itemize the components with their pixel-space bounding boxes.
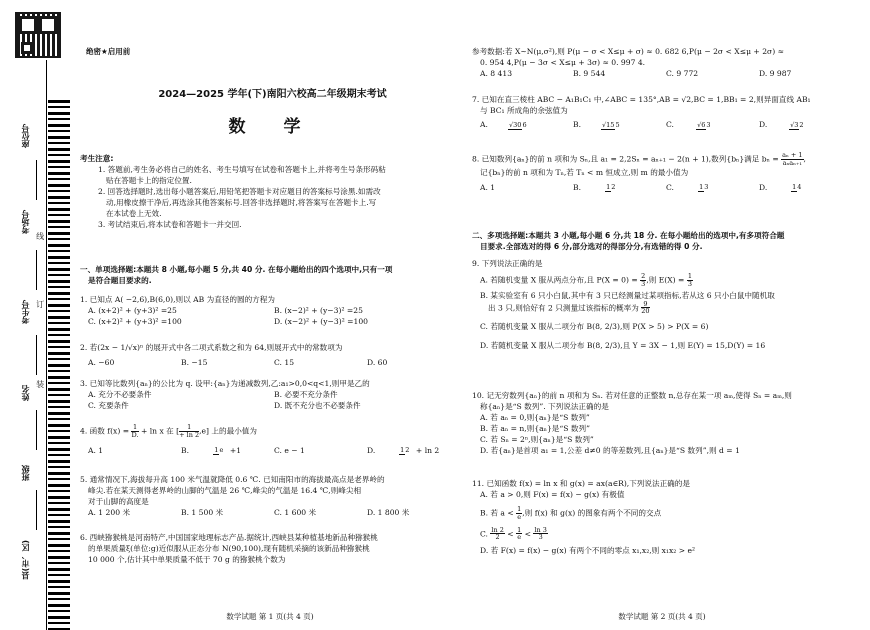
question-10 xyxy=(472,390,852,456)
option-b: B. −15 xyxy=(181,358,208,367)
question-stem: 与 BC₁ 所成角的余弦值为 xyxy=(480,106,568,115)
note-line: 在本试卷上无效. xyxy=(106,209,162,218)
question-stem: 9. 下列说法正确的是 xyxy=(472,259,543,268)
section-line: 是符合题目要求的. xyxy=(88,276,152,285)
barcode-strip xyxy=(48,100,70,630)
seat-number-label: 座位号 xyxy=(21,124,30,148)
binomial-expr: (2x − 1/√x)ⁿ xyxy=(97,343,144,352)
option-c: C. 若 Sₙ = 2ⁿ,则{aₙ}是“S 数列” xyxy=(480,435,594,444)
exam-room-line xyxy=(36,250,37,290)
option-d: D. 既不充分也不必要条件 xyxy=(274,401,361,410)
question-6-continued xyxy=(472,46,852,79)
option-d: D. 14 xyxy=(759,182,802,192)
right-page xyxy=(472,0,862,630)
question-stem: 7. 已知在直三棱柱 ABC − A₁B₁C₁ 中,∠ABC = 135°,AB = √2,BC = 1,BB₁ = 2,则异面直线 AB₁ xyxy=(472,95,811,104)
note-line: 3. 考试结束后,将本试卷和答题卡一并交回. xyxy=(98,220,242,229)
candidate-number-line xyxy=(36,335,37,375)
option-d: D. 9 987 xyxy=(759,69,792,78)
question-3 xyxy=(80,378,460,411)
name-label: 姓名 xyxy=(21,385,30,401)
qr-code xyxy=(15,12,61,58)
note-line: 动,用橡皮擦干净后,再选涂其他答案标号.回答非选择题时,将答案写在答题卡上.写 xyxy=(106,198,377,207)
note-line: 贴在答题卡上的指定位置. xyxy=(106,176,192,185)
question-stem: 3. 已知等比数列{aₙ}的公比为 q. 设甲:{aₙ}为递减数列,乙:a₁>0,0<q<1,则甲是乙的 xyxy=(80,379,370,388)
name-line xyxy=(36,410,37,450)
option-d: D. 若 F(x) = f(x) − g(x) 有两个不同的零点 x₁,x₂,则 x₁x₂ > e² xyxy=(480,546,696,556)
option-c: C. 1 600 米 xyxy=(274,508,317,517)
section-line: 一、单项选择题:本题共 8 小题,每小题 5 分,共 40 分. 在每小题给出的四个选项中,只有一项 xyxy=(80,265,393,274)
class-line xyxy=(36,490,37,530)
option-c: C. $\frac{\ln 2}{2}$ < $\frac{1}{e}$ < $\frac{\ln 3}{3}$ xyxy=(480,525,547,542)
section-heading xyxy=(472,230,852,252)
fraction: $\frac{1}{+ \ln 2}$ xyxy=(179,423,200,439)
option-c: C. 充要条件 xyxy=(88,401,129,410)
option-b: B. 12 xyxy=(573,182,616,192)
note-line: 1. 答题前,考生务必将自己的姓名、考生号填写在试卷和答题卡上,并将考生号条形码粘 xyxy=(98,165,386,174)
left-page xyxy=(80,0,465,630)
question-stem: 8. 已知数列{aₙ}的前 n 项和为 Sₙ,且 a₁ = 2,2Sₙ = aₙ₊₁ − 2(n + 1),数列{bₙ}满足 bₙ = xyxy=(472,154,779,164)
option-b: B. 某实验室有 6 只小白鼠,其中有 3 只已经测量过某项指标,若从这 6 只小白鼠中随机取 xyxy=(480,290,775,300)
notes-heading: 考生注意: xyxy=(80,154,114,163)
option-d: D. (x−2)² + (y−3)² =100 xyxy=(274,317,369,326)
option-c: C. 13 xyxy=(666,182,709,192)
option-c: C. √63 xyxy=(666,120,711,129)
option-b: B. (x−2)² + (y−3)² =25 xyxy=(274,306,363,315)
option-a: A. 若随机变量 X 服从两点分布,且 P(X = 0) = $\frac{2}{3}$ ,则 E(X) = $\frac{1}{3}$ xyxy=(480,272,692,288)
exam-title: 2024—2025 学年(下)南阳六校高二年级期末考试 xyxy=(158,89,387,100)
question-stem: 10 000 个,估计其中单果质量不低于 70 g 的猕猴桃个数为 xyxy=(88,555,286,564)
question-stem: 对于山脚的高度是 xyxy=(88,497,149,506)
option-c: C. e − 1 xyxy=(274,445,305,455)
page-footer-left: 数学试题 第 1 页(共 4 页) xyxy=(226,612,314,621)
question-2 xyxy=(80,342,460,368)
option-b: B. 若 a < $\frac{1}{e}$ ,则 f(x) 和 g(x) 的图象有两个不同的交点 xyxy=(480,505,662,521)
option-b: B. 1e +1 xyxy=(181,445,242,455)
question-4: 4. 函数 f(x) = $\frac{1}{D.}$ + ln x 在 [ $\frac{1}{+ \ln 2}$ ,e] 上的最小值为 A. 1 B. 1e +1 C. e − 1 D. 12 + ln 2 xyxy=(80,424,460,456)
class-label: 班级 xyxy=(21,465,30,481)
section-line: 目要求.全部选对的得 6 分,部分选对的得部分分,有选错的得 0 分. xyxy=(480,242,703,251)
option-a: A. 1 200 米 xyxy=(88,508,131,517)
reference-data: 参考数据:若 X~N(μ,σ²),则 P(μ − σ < X≤μ + σ) ≈ 0. 682 6,P(μ − 2σ < X≤μ + 2σ) ≈ xyxy=(472,47,784,56)
option-a: A. √306 xyxy=(480,120,527,129)
secret-mark: 绝密★启用前 xyxy=(86,47,131,56)
option-a: A. 若 a > 0,则 F(x) = f(x) − g(x) 有极值 xyxy=(480,490,625,499)
option-b-cont: 出 3 只,则恰好有 2 只测量过该指标的概率为 $\frac{9}{20}$ xyxy=(488,299,650,316)
notes xyxy=(80,153,460,230)
question-8: 8. 已知数列{aₙ}的前 n 项和为 Sₙ,且 a₁ = 2,2Sₙ = aₙ₊₁ − 2(n + 1),数列{bₙ}满足 bₙ = $\frac{\text{aₙ + 1}}{\text{aₙaₙ₊₁}}$ , 记{bₙ}的前 n 项和为 Tₙ,若 Tₙ < m 恒成立,则 m 的最小值为 A. 1 B. 12 C. 13 D. 14 xyxy=(472,152,852,193)
question-stem: + ln x 在 xyxy=(138,426,174,436)
option-a: A. 1 xyxy=(480,182,496,192)
question-stem: 1. 已知点 A( −2,6),B(6,0),则以 AB 为直径的圆的方程为 xyxy=(80,295,275,304)
question-stem: 5. 通常情况下,海拔每升高 100 米气温就降低 0.6 ℃. 已知南阳市的海拔最高点是老界岭的 xyxy=(80,475,385,484)
county-label: 县(市、区) xyxy=(21,540,30,580)
fraction: $\frac{1}{D.}$ xyxy=(131,423,139,439)
binding-strip xyxy=(0,0,72,630)
option-b: B. 必要不充分条件 xyxy=(274,390,338,399)
option-d: D. 60 xyxy=(367,358,388,367)
option-b: B. 若 aₙ = n,则{aₙ}是“S 数列” xyxy=(480,424,590,433)
question-stem: 4. 函数 f(x) = xyxy=(80,426,130,436)
section-heading xyxy=(80,264,460,286)
bind-char: 装 xyxy=(35,380,45,388)
option-c: C. (x+2)² + (y+3)² =100 xyxy=(88,317,182,326)
option-b: B. 1 500 米 xyxy=(181,508,224,517)
question-stem: 称{aₙ}是“S 数列”. 下列说法正确的是 xyxy=(480,402,609,411)
question-11 xyxy=(472,478,852,556)
option-a: A. 充分不必要条件 xyxy=(88,390,152,399)
option-c: C. 若随机变量 X 服从二项分布 B(8, 2/3),则 P(X > 5) > P(X = 6) xyxy=(480,322,709,332)
option-b: B. √155 xyxy=(573,120,620,129)
option-d: D. 若随机变量 X 服从二项分布 B(8, 2/3),且 Y = 3X − 1,则 E(Y) = 15,D(Y) = 16 xyxy=(480,341,766,351)
option-d: D. √32 xyxy=(759,120,804,129)
question-stem: ,e] 上的最小值为 xyxy=(199,426,257,436)
question-7 xyxy=(472,94,852,130)
question-stem: 峰尖.若在某天测得老界岭的山脚的气温是 26 ℃,峰尖的气温是 16.4 ℃,则峰尖相 xyxy=(88,486,362,495)
question-6 xyxy=(80,532,460,565)
staple-char: 订 xyxy=(35,300,45,308)
cut-line-char: 线 xyxy=(35,232,45,240)
reference-data: 0. 954 4,P(μ − 3σ < X≤μ + 3σ) ≈ 0. 997 4. xyxy=(480,58,646,67)
question-9 xyxy=(472,258,852,351)
page-footer-right: 数学试题 第 2 页(共 4 页) xyxy=(618,612,706,621)
question-stem: 2. 若 xyxy=(80,343,98,352)
option-c: C. 9 772 xyxy=(666,69,699,78)
option-b: B. 9 544 xyxy=(573,69,606,78)
question-stem: 11. 已知函数 f(x) = ln x 和 g(x) = ax(a∈R),下列说法正确的是 xyxy=(472,479,690,488)
question-stem: 的展开式中各二项式系数之和为 64,则展开式中的常数项为 xyxy=(143,343,343,352)
question-stem: 10. 记无穷数列{aₙ}的前 n 项和为 Sₙ. 若对任意的正整数 n,总存在某一项 aₘ,使得 Sₙ = aₘ,则 xyxy=(472,391,792,400)
question-5 xyxy=(80,474,460,518)
fraction: $\frac{\text{aₙ + 1}}{\text{aₙaₙ₊₁}}$ xyxy=(782,151,803,167)
question-1 xyxy=(80,294,460,327)
subject-title: 数 学 xyxy=(228,117,317,137)
option-a: A. −60 xyxy=(88,358,115,367)
question-stem: 6. 西峡猕猴桃是河南特产,中国国家地理标志产品.据统计,西峡县某种植基地新品种猕猴桃 xyxy=(80,533,378,542)
option-a: A. 1 xyxy=(88,445,104,455)
option-a: A. 若 aₙ = 0,则{aₙ}是“S 数列” xyxy=(480,413,590,422)
option-d: D. 12 + ln 2 xyxy=(367,445,440,455)
note-line: 2. 回答选择题时,选出每小题答案后,用铅笔把答题卡对应题目的答案标号涂黑.如需改 xyxy=(98,187,381,196)
seat-number-line xyxy=(36,160,37,200)
candidate-number-label: 考生号 xyxy=(21,300,30,324)
option-a: A. (x+2)² + (y+3)² =25 xyxy=(88,306,177,315)
question-stem: 记{bₙ}的前 n 项和为 Tₙ,若 Tₙ < m 恒成立,则 m 的最小值为 xyxy=(480,167,689,177)
option-d: D. 1 800 米 xyxy=(367,508,410,517)
question-stem: 的单果质量ξ(单位:g)近似服从正态分布 N(90,100),现有随机采摘的该新品种猕猴桃 xyxy=(88,544,370,553)
exam-room-label: 考场号 xyxy=(21,210,30,234)
section-line: 二、多项选择题:本题共 3 小题,每小题 6 分,共 18 分. 在每小题给出的选项中,有多项符合题 xyxy=(472,231,785,240)
option-c: C. 15 xyxy=(274,358,295,367)
option-a: A. 8 413 xyxy=(480,69,513,78)
binding-line xyxy=(46,60,47,630)
option-d: D. 若{aₙ}是首项 a₁ = 1,公差 d≠0 的等差数列,且{aₙ}是“S 数列”,则 d = 1 xyxy=(480,446,740,455)
